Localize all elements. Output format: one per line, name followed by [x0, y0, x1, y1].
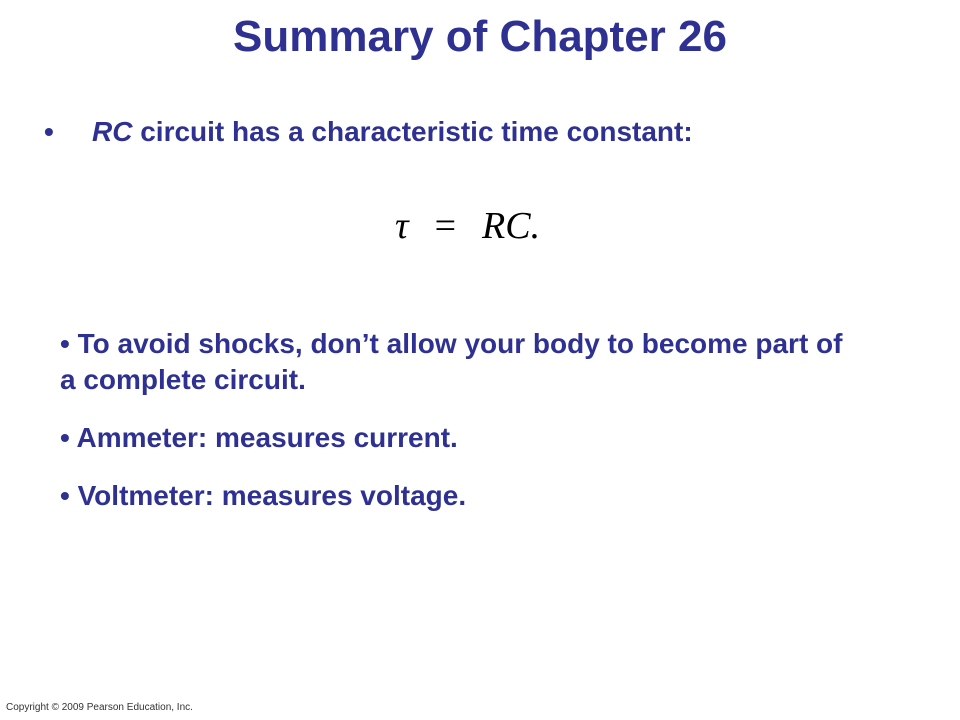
bullet-ammeter: • Ammeter: measures current. — [60, 422, 458, 453]
copyright-notice: Copyright © 2009 Pearson Education, Inc. — [6, 702, 193, 713]
time-constant-equation — [395, 204, 540, 248]
bullet-voltmeter: • Voltmeter: measures voltage. — [60, 480, 467, 511]
slide-title: Summary of Chapter 26 — [233, 12, 727, 61]
bullet-list — [60, 326, 860, 536]
equation-rhs: RC. — [482, 205, 541, 247]
bullet-shocks: • To avoid shocks, don’t allow your body to become part of a complete circuit. — [60, 328, 843, 395]
main-bullet — [44, 116, 924, 148]
equation-equals: = — [434, 205, 457, 247]
main-bullet-emphasis: RC — [92, 116, 133, 147]
main-bullet-text: circuit has a characteristic time constant: — [132, 116, 693, 147]
bullet-symbol: • — [44, 116, 54, 147]
equation-lhs: τ — [395, 205, 409, 247]
